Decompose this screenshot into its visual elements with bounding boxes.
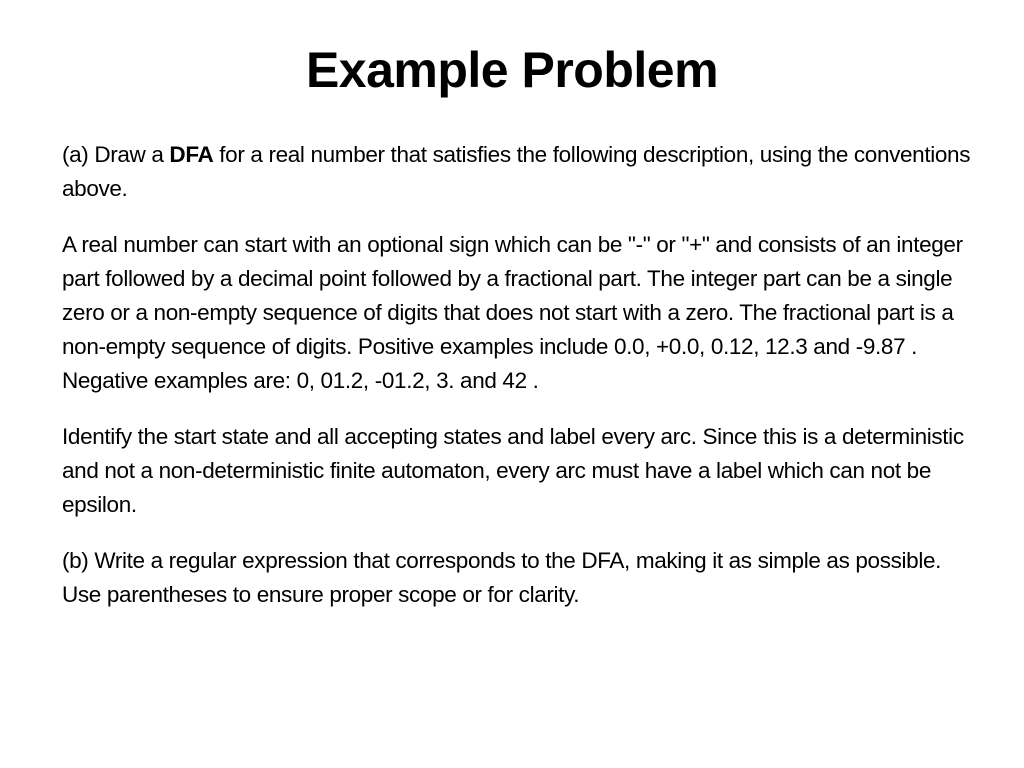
- part-a-prefix: (a) Draw a: [62, 142, 170, 167]
- description-paragraph: A real number can start with an optional sign which can be "-" or "+" and consists of an integer part followed by a decimal point followed by a fractional part. The integer part can be a single zero or a non-empty sequence of digits that does not start with a zero. The fractional part is a non-empty sequence of digits. Positive examples include 0.0, +0.0, 0.12, 12.3 and -9.87 . Negative examples are: 0, 01.2, -01.2, 3. and 42 .: [62, 232, 963, 393]
- instructions-paragraph: Identify the start state and all accepting states and label every arc. Since this is a deterministic and not a non-deterministic finite automaton, every arc must have a label which can not be epsilon.: [62, 424, 964, 517]
- part-a-emphasis: DFA: [169, 142, 214, 167]
- part-a-suffix: for a real number that satisfies the following description, using the conventions above.: [62, 142, 971, 201]
- part-a-paragraph: [62, 138, 974, 206]
- slide-body: [62, 138, 974, 634]
- part-b-paragraph: (b) Write a regular expression that corresponds to the DFA, making it as simple as possible. Use parentheses to ensure proper scope or for clarity.: [62, 548, 942, 607]
- slide-title: Example Problem: [305, 42, 719, 98]
